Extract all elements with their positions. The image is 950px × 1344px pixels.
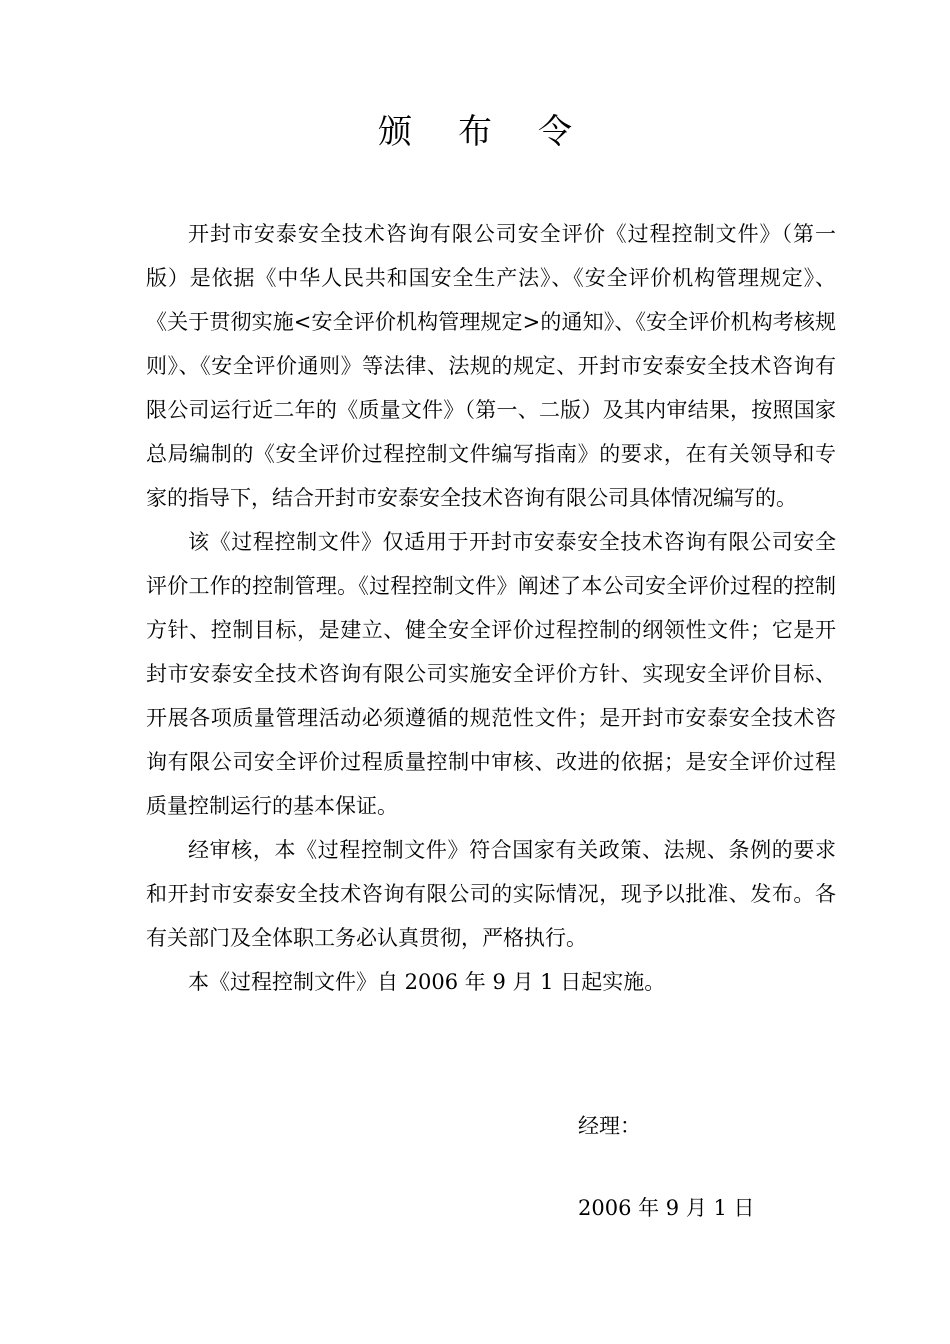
signature-label: 经理： xyxy=(578,1114,641,1138)
document-title: 颁布令 xyxy=(378,112,618,152)
paragraph-approval: 经审核，本《过程控制文件》符合国家有关政策、法规、条例的要求和开封市安泰安全技术咨询有限公司的实际情况，现予以批准、发布。各有关部门及全体职工务必认真贯彻，严格执行。 xyxy=(146,838,836,950)
document-body xyxy=(146,212,836,1004)
paragraph-effective-date: 本《过程控制文件》自 2006 年 9 月 1 日起实施。 xyxy=(188,970,666,994)
document-date: 2006 年 9 月 1 日 xyxy=(578,1196,755,1220)
paragraph-scope: 该《过程控制文件》仅适用于开封市安泰安全技术咨询有限公司安全评价工作的控制管理。《过程控制文件》阐述了本公司安全评价过程的控制方针、控制目标，是建立、健全安全评价过程控制的纲领性文件；它是开封市安泰安全技术咨询有限公司实施安全评价方针、实现安全评价目标、开展各项质量管理活动必须遵循的规范性文件；是开封市安泰安全技术咨询有限公司安全评价过程质量控制中审核、改进的依据；是安全评价过程质量控制运行的基本保证。 xyxy=(146,530,836,818)
paragraph-basis: 开封市安泰安全技术咨询有限公司安全评价《过程控制文件》（第一版）是依据《中华人民共和国安全生产法》、《安全评价机构管理规定》、《关于贯彻实施<安全评价机构管理规定>的通知》、《安全评价机构考核规则》、《安全评价通则》等法律、法规的规定、开封市安泰安全技术咨询有限公司运行近二年的《质量文件》（第一、二版）及其内审结果，按照国家总局编制的《安全评价过程控制文件编写指南》的要求，在有关领导和专家的指导下，结合开封市安泰安全技术咨询有限公司具体情况编写的。 xyxy=(146,222,836,510)
